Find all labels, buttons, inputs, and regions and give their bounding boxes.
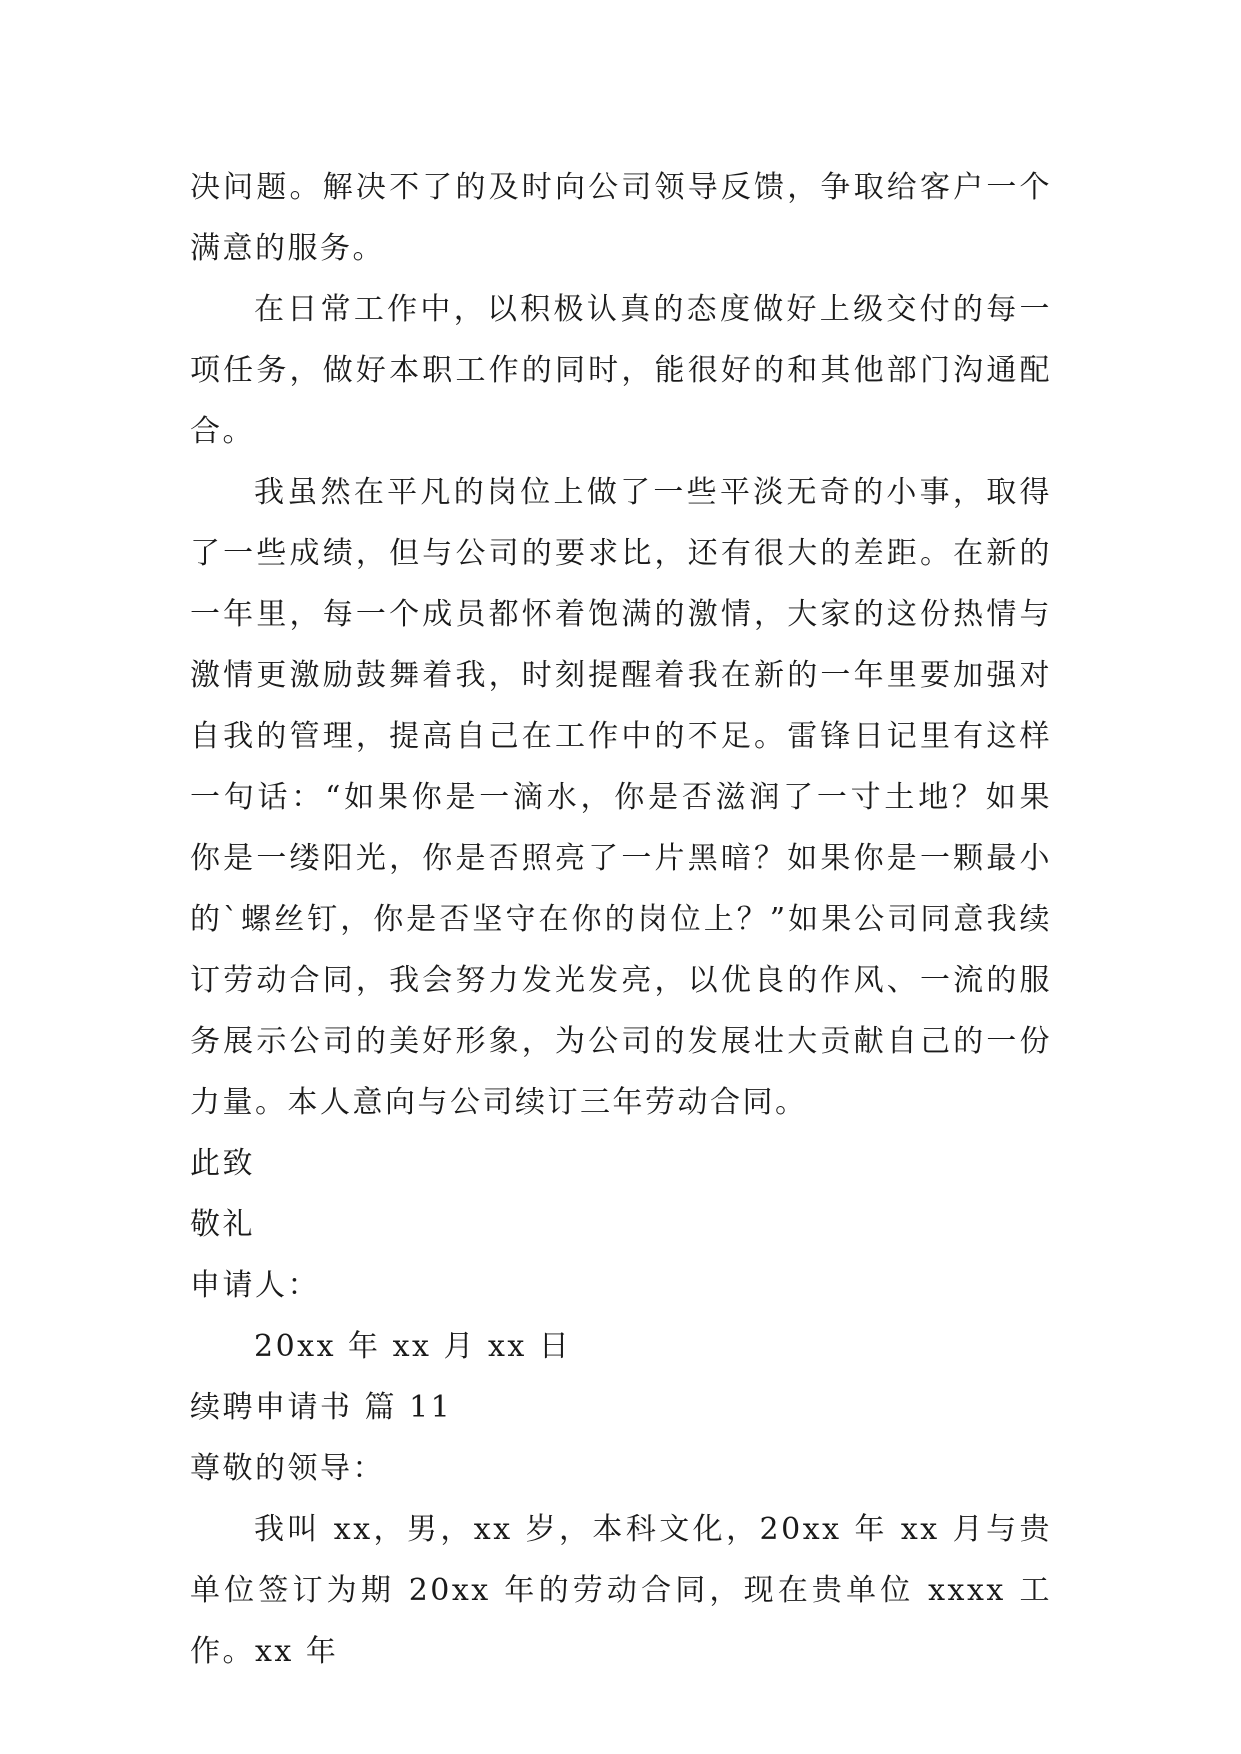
date-line: 20xx 年 xx 月 xx 日 bbox=[254, 1329, 572, 1364]
closing-regards: 敬礼 bbox=[190, 1207, 255, 1242]
salutation: 尊敬的领导： bbox=[190, 1451, 385, 1486]
applicant-label: 申请人： bbox=[190, 1268, 320, 1303]
paragraph-intro: 我叫 xx，男，xx 岁，本科文化，20xx 年 xx 月与贵单位签订为期 20xx 年的劳动合同，现在贵单位 xxxx 工作。xx 年 bbox=[190, 1512, 1052, 1669]
paragraph-daily-work: 在日常工作中，以积极认真的态度做好上级交付的每一项任务，做好本职工作的同时，能很好的和其他部门沟通配合。 bbox=[190, 292, 1052, 449]
closing-salutation: 此致 bbox=[190, 1146, 255, 1181]
paragraph-reflection: 我虽然在平凡的岗位上做了一些平淡无奇的小事，取得了一些成绩，但与公司的要求比，还有很大的差距。在新的一年里，每一个成员都怀着饱满的激情，大家的这份热情与激情更激励鼓舞着我，时刻提醒着我在新的一年里要加强对自我的管理，提高自己在工作中的不足。雷锋日记里有这样一句话：“如果你是一滴水，你是否滋润了一寸土地？如果你是一缕阳光，你是否照亮了一片黑暗？如果你是一颗最小的`螺丝钉，你是否坚守在你的岗位上？”如果公司同意我续订劳动合同，我会努力发光发亮，以优良的作风、一流的服务展示公司的美好形象，为公司的发展壮大贡献自己的一份力量。本人意向与公司续订三年劳动合同。 bbox=[190, 475, 1052, 1120]
paragraph-continuation: 决问题。解决不了的及时向公司领导反馈，争取给客户一个满意的服务。 bbox=[190, 170, 1052, 266]
section-title: 续聘申请书 篇 11 bbox=[190, 1390, 453, 1425]
document-body bbox=[190, 157, 1052, 1682]
